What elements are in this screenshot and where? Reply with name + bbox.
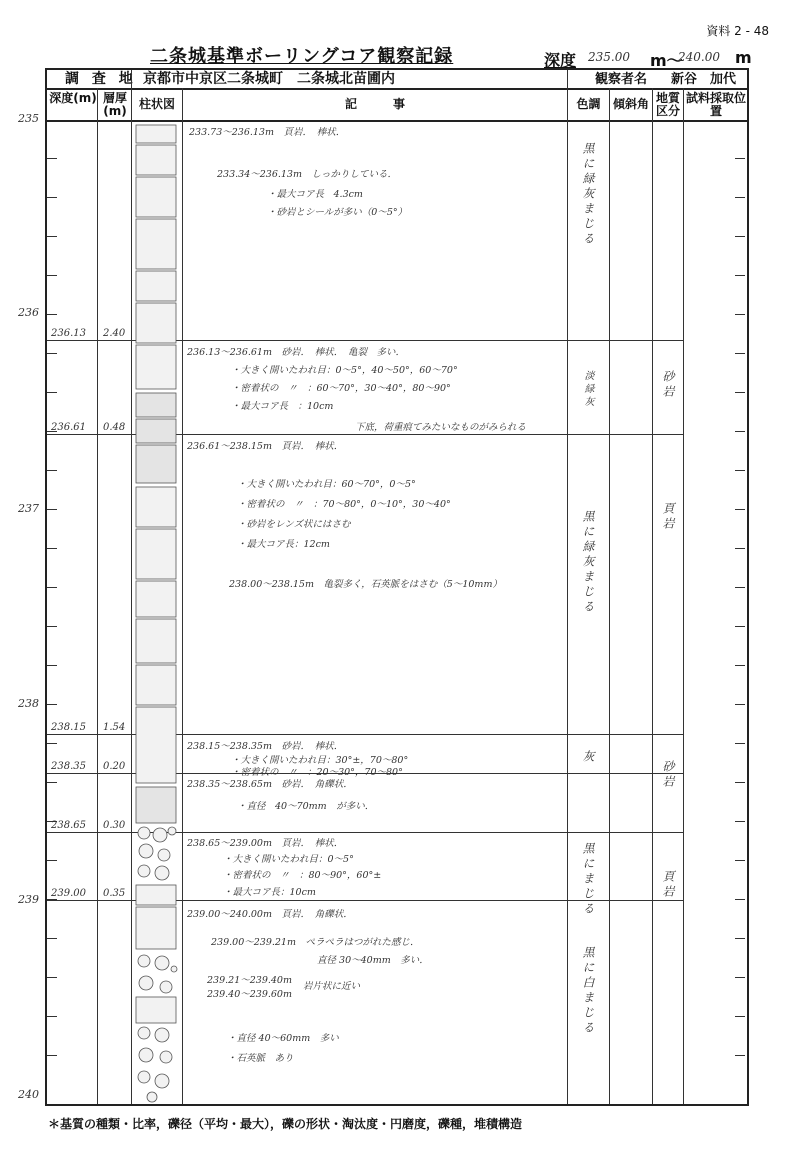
scale-label-237: 237 <box>18 502 39 515</box>
note-line: 238.15～238.35m 砂岩． 棒状． <box>187 741 344 752</box>
note-line: ・最大コア長 ：10cm <box>231 401 334 412</box>
depth-unit: m <box>735 48 752 67</box>
color-note: 黒に緑灰まじる <box>581 142 595 247</box>
note-line: ・大きく開いたわれ目：0～5° <box>223 854 354 865</box>
observer-name: 新谷 加代 <box>671 72 737 87</box>
boundary-thickness: 0.30 <box>103 820 126 831</box>
boundary-depth: 236.61 <box>51 422 86 433</box>
depth-to-value: 240.00 <box>678 50 720 64</box>
note-line: 233.34～236.13m しっかりしている． <box>217 169 397 180</box>
header-thickness: 層厚(m) <box>102 91 127 118</box>
note-line: 239.00～239.21m ぺラぺラはつがれた感じ． <box>211 937 420 948</box>
note-line: ・密着状の 〃 ：80～90°，60°± <box>223 870 382 881</box>
header-sample: 試料採取位置 <box>685 91 746 118</box>
note-line: 233.73～236.13m 頁岩． 棒状． <box>189 127 346 138</box>
note-line: ・大きく開いたわれ目：0～5°，40～50°，60～70° <box>231 365 458 376</box>
note-line: 239.00～240.00m 頁岩． 角礫状． <box>187 909 353 920</box>
note-line: ・砂岩をレンズ状にはさむ <box>237 519 351 530</box>
depth-from-value: 235.00 <box>588 50 630 64</box>
note-line: ・密着状の 〃 ：20～30°，70～80° <box>231 767 403 778</box>
note-line: ・最大コア長：12cm <box>237 539 330 550</box>
note-line: 238.65～239.00m 頁岩． 棒状． <box>187 838 344 849</box>
color-note: 黒に緑灰まじる <box>581 510 595 615</box>
color-note: 灰 <box>581 750 595 765</box>
note-line: 下底，荷重痕てみたいなものがみられる <box>355 422 527 433</box>
boundary-depth: 238.15 <box>51 722 86 733</box>
note-line: ・砂岩とシールが多い（0～5°） <box>267 207 408 218</box>
header-geology: 地質区分 <box>655 91 680 118</box>
observer-label: 観察者名 <box>595 72 648 87</box>
note-line: ・大きく開いたわれ目：60～70°，0～5° <box>237 479 416 490</box>
depth-range-label: 深度 <box>544 51 577 70</box>
color-note: 黒に白まじる <box>581 946 595 1036</box>
header-dip: 傾斜角 <box>612 97 649 111</box>
note-line: 238.00～238.15m 亀裂多く，石英脈をはさむ（5～10mm） <box>229 579 502 590</box>
boundary-depth: 238.65 <box>51 820 86 831</box>
boundary-depth: 239.00 <box>51 888 86 899</box>
note-line: ・直径 40～60mm 多い <box>227 1033 339 1044</box>
geology-label: 頁岩 <box>661 870 675 900</box>
note-line: 239.40～239.60m <box>207 989 292 1000</box>
document-reference: 資料 2 - 48 <box>706 24 769 38</box>
header-description: 記 事 <box>344 97 405 111</box>
header-column-diagram: 柱状図 <box>138 97 175 111</box>
boundary-thickness: 2.40 <box>103 328 126 339</box>
header-depth: 深度(m) <box>49 91 97 105</box>
geology-label: 砂岩 <box>661 760 675 790</box>
note-line: 236.13～236.61m 砂岩． 棒状． 亀裂 多い． <box>187 347 405 358</box>
boundary-depth: 236.13 <box>51 328 86 339</box>
note-line: 239.21～239.40m <box>207 975 292 986</box>
location-label: 調 査 地 <box>65 71 137 87</box>
boundary-thickness: 1.54 <box>103 722 126 733</box>
geology-label: 頁岩 <box>661 502 675 532</box>
boundary-thickness: 0.48 <box>103 422 126 433</box>
note-line: 236.61～238.15m 頁岩． 棒状． <box>187 441 344 452</box>
scale-label-238: 238 <box>18 697 39 710</box>
note-line: 岩片状に近い <box>303 981 361 992</box>
boundary-thickness: 0.20 <box>103 761 126 772</box>
scale-label-239: 239 <box>18 893 39 906</box>
core-column-diagram <box>132 121 182 1104</box>
color-note: 黒にまじる <box>581 842 595 917</box>
note-line: 238.35～238.65m 砂岩． 角礫状． <box>187 779 353 790</box>
note-line: ・石英脈 あり <box>227 1053 294 1064</box>
observation-table <box>45 68 749 1106</box>
scale-label-240: 240 <box>18 1088 39 1101</box>
boundary-depth: 238.35 <box>51 761 86 772</box>
location-value: 京都市中京区二条城町 二条城北苗圃内 <box>143 71 395 87</box>
page-title: 二条城基準ボーリングコア観察記録 <box>150 46 454 67</box>
boundary-thickness: 0.35 <box>103 888 126 899</box>
scale-label-235: 235 <box>18 112 39 125</box>
depth-separator: m～ <box>650 51 683 70</box>
note-line: ・直径 40～70mm が多い． <box>237 801 375 812</box>
geology-label: 砂岩 <box>661 370 675 400</box>
note-line: 直径 30～40mm 多い． <box>317 955 429 966</box>
note-line: ・密着状の 〃 ：70～80°，0～10°，30～40° <box>237 499 451 510</box>
note-line: ・密着状の 〃 ：60～70°，30～40°，80～90° <box>231 383 451 394</box>
note-line: ・最大コア長 4.3cm <box>267 189 363 200</box>
note-line: ・最大コア長：10cm <box>223 887 316 898</box>
footer-note: ＊基質の種類・比率，礫径（平均・最大），礫の形状・淘汰度・円磨度，礫種，堆積構造 <box>48 1117 523 1131</box>
note-line: ・大きく開いたわれ目：30°±，70～80° <box>231 755 409 766</box>
header-color: 色調 <box>576 97 601 111</box>
scale-label-236: 236 <box>18 306 39 319</box>
color-note: 淡緑灰 <box>582 370 593 409</box>
